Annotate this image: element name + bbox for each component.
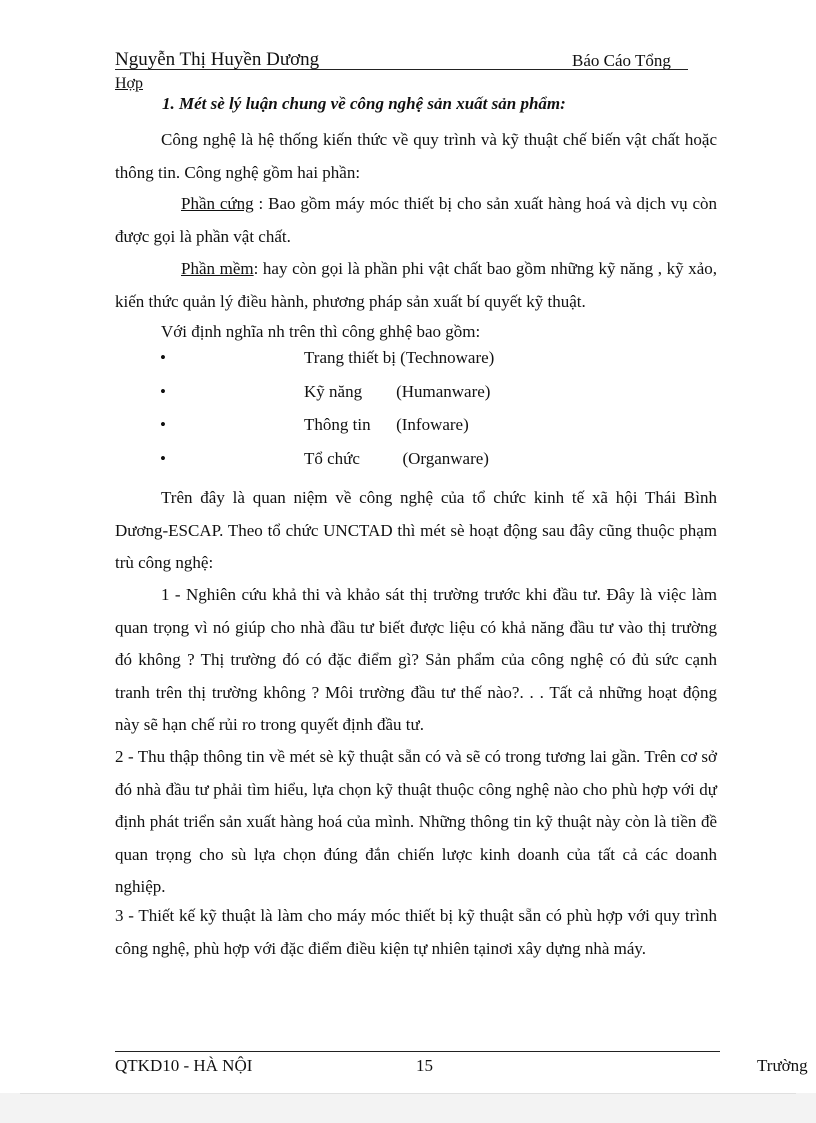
paragraph-escap: Trên đây là quan niệm về công nghệ của tổ chức kinh tế xã hội Thái Bình Dương-ESCAP. Theo tổ chức UNCTAD thì mét sè hoạt động sau đây cũng thuộc phạm trù công nghệ: bbox=[115, 488, 717, 572]
paragraph-item-1: 1 - Nghiên cứu khả thi và khảo sát thị trường trước khi đầu tư. Đây là việc làm quan trọng vì nó giúp cho nhà đầu tư biết được liệu có khả năng đầu tư vào thị trường đó không ? Thị trường đó có đặc điểm gì? Sản phẩm của công nghệ có đủ sức cạnh tranh trên thị trường không ? Môi trường đầu tư thế nào?. . . Tất cả những hoạt động này sẽ hạn chế rủi ro trong quyết định đầu tư. bbox=[115, 585, 717, 734]
footer-class: QTKD10 - HÀ NỘI bbox=[115, 1056, 253, 1075]
viewer-bottom-strip bbox=[0, 1093, 816, 1123]
paragraph-definition: Công nghệ là hệ thống kiến thức về quy trình và kỹ thuật chế biến vật chất hoặc thông tin. Công nghệ gồm hai phần: bbox=[115, 130, 717, 182]
software-label: Phần mềm bbox=[181, 259, 254, 278]
list-item-text: Thông tin (Infoware) bbox=[304, 415, 469, 434]
paragraph-item-3: 3 - Thiết kế kỹ thuật là làm cho máy móc thiết bị kỹ thuật sẵn có phù hợp với quy trình công nghệ, phù hợp với đặc điểm điều kiện tự nhiên tạinơi xây dựng nhà máy. bbox=[115, 906, 717, 958]
list-item-text: Tổ chức (Organware) bbox=[304, 448, 489, 468]
paragraph-item-2: 2 - Thu thập thông tin về mét sè kỹ thuật sẵn có và sẽ có trong tương lai gần. Trên cơ sở đó nhà đầu tư phải tìm hiểu, lựa chọn kỹ thuật thuộc công nghệ nào cho phù hợp với dự định phát triển sản xuất hàng hoá của mình. Những thông tin kỹ thuật này còn là tiền đề quan trọng cho sù lựa chọn đúng đắn chiến lược kinh doanh của tất cả các doanh nghiệp. bbox=[115, 747, 717, 896]
footer-rule bbox=[115, 1051, 720, 1052]
paragraph-software bbox=[115, 253, 717, 318]
paragraph-components-intro: Với định nghĩa nh trên thì công ghhệ bao gồm: bbox=[161, 322, 481, 341]
header-rule bbox=[115, 69, 688, 70]
header-report-title: Báo Cáo Tổng bbox=[572, 51, 671, 70]
page-number: 15 bbox=[416, 1056, 433, 1075]
bullet-icon: • bbox=[160, 348, 166, 367]
footer-school: Trường bbox=[757, 1056, 808, 1075]
section-title: 1. Mét sè lý luận chung về công nghệ sản xuất sản phẩm: bbox=[162, 94, 566, 113]
paragraph-hardware bbox=[115, 188, 717, 253]
header-author: Nguyễn Thị Huyền Dương bbox=[115, 49, 320, 70]
software-text: : hay còn gọi là phần phi vật chất bao gồm những kỹ năng , kỹ xảo, kiến thức quản lý điều hành, phương pháp sản xuất bí quyết kỹ thuật. bbox=[115, 259, 718, 311]
bullet-icon: • bbox=[160, 448, 166, 468]
header-report-title-wrap: Hợp bbox=[115, 75, 144, 92]
bullet-icon: • bbox=[160, 415, 166, 434]
hardware-label: Phần cứng bbox=[181, 194, 254, 213]
list-item-text: Kỹ năng (Humanware) bbox=[304, 381, 491, 401]
hardware-text: : Bao gồm máy móc thiết bị cho sản xuất hàng hoá và dịch vụ còn được gọi là phần vật chất. bbox=[115, 194, 718, 246]
bullet-icon: • bbox=[160, 381, 166, 401]
viewer-bottom-divider bbox=[20, 1093, 796, 1094]
list-item-text: Trang thiết bị (Technoware) bbox=[304, 348, 495, 367]
